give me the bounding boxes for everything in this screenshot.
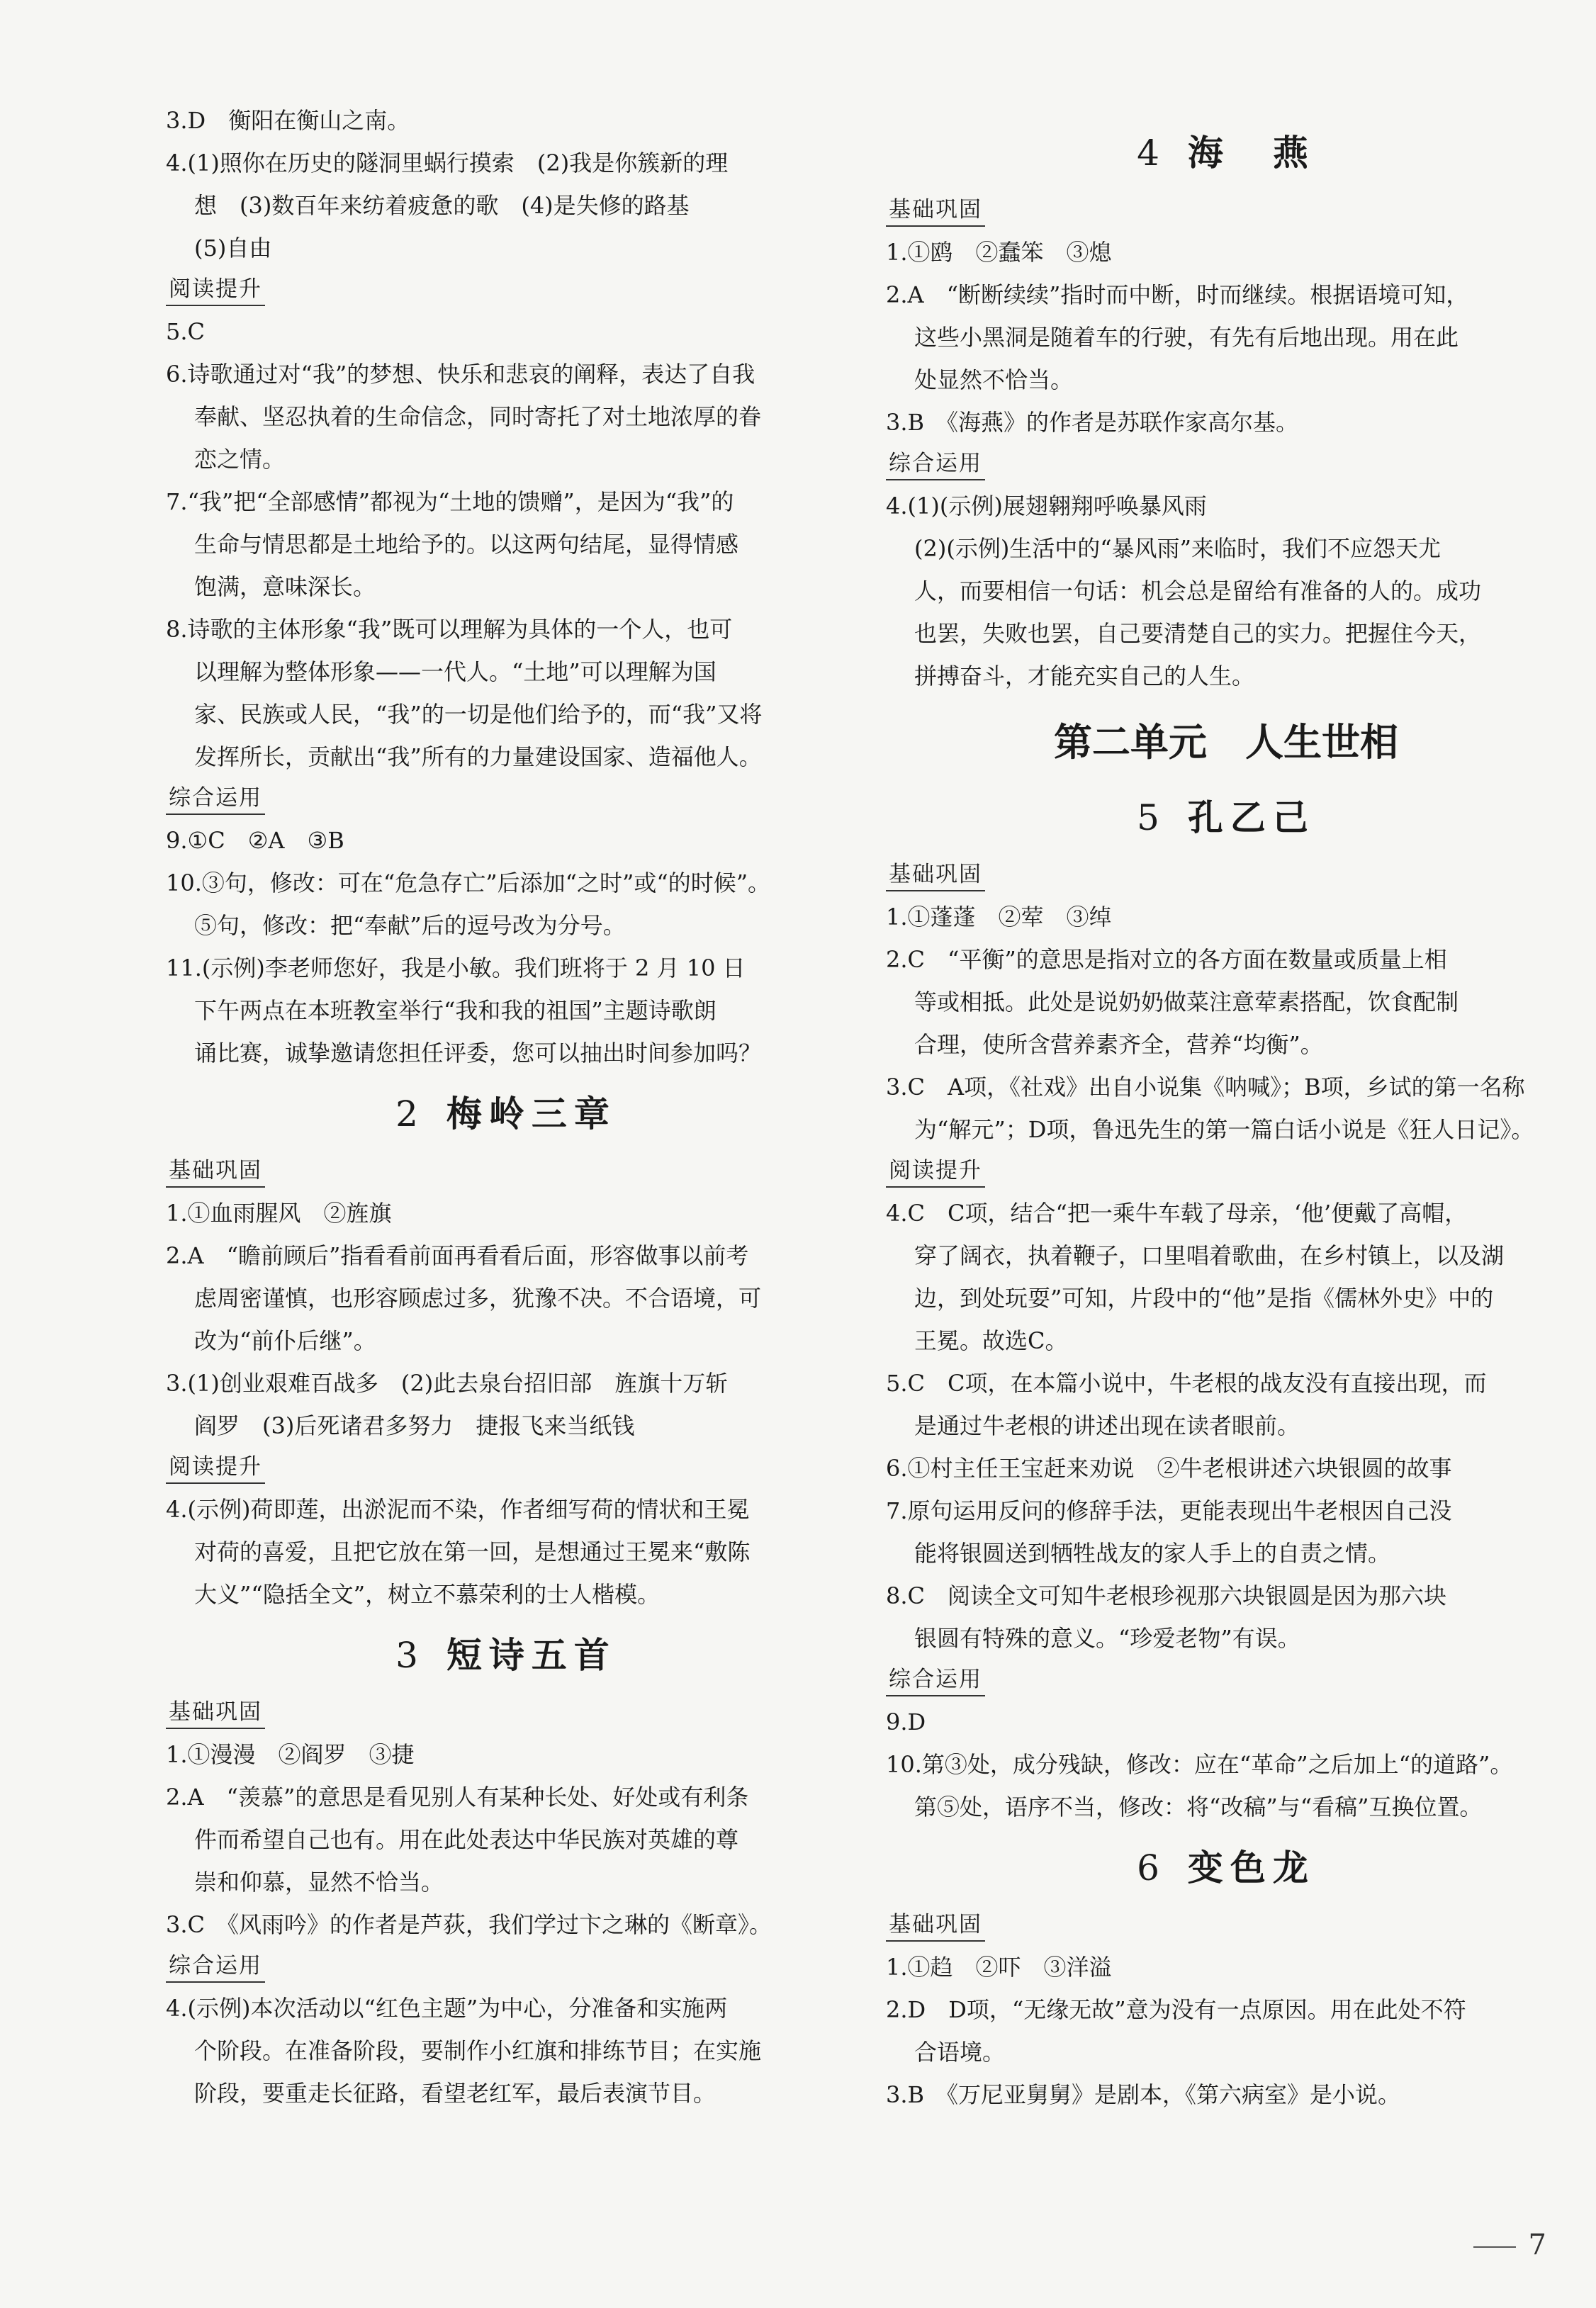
- answer-line: 6.诗歌通过对“我”的梦想、快乐和悲哀的阐释，表达了自我: [166, 361, 755, 388]
- answer-line: 是通过牛老根的讲述出现在读者眼前。: [914, 1412, 1300, 1439]
- page-number-value: 7: [1528, 2229, 1546, 2261]
- lesson-number: 5: [1137, 797, 1167, 838]
- answer-line: 3.C 《风雨吟》的作者是芦荻，我们学过卞之琳的《断章》。: [166, 1911, 772, 1938]
- lesson-name: 海 燕: [1187, 133, 1315, 174]
- answer-line: 家、民族或人民，“我”的一切是他们给予的，而“我”又将: [194, 701, 763, 728]
- answer-line: 阎罗 (3)后死诸君多努力 捷报飞来当纸钱: [194, 1412, 635, 1439]
- answer-line: 7.原句运用反问的修辞手法，更能表现出牛老根因自己没: [886, 1497, 1452, 1524]
- answer-line: 9.D: [886, 1709, 926, 1735]
- answer-line: 11.(示例)李老师您好，我是小敏。我们班将于 2 月 10 日: [166, 955, 746, 981]
- answer-line: 发挥所长，贡献出“我”所有的力量建设国家、造福他人。: [194, 743, 762, 770]
- answer-line: 以理解为整体形象——一代人。“土地”可以理解为国: [194, 658, 716, 685]
- answer-line: 件而希望自己也有。用在此处表达中华民族对英雄的尊: [194, 1826, 739, 1853]
- answer-line: 8.C 阅读全文可知牛老根珍视那六块银圆是因为那六块: [886, 1582, 1447, 1609]
- lesson-title: [886, 1835, 1566, 1901]
- comprehensive-answers: [166, 819, 846, 1074]
- answer-line: 5.C C项，在本篇小说中，牛老根的战友没有直接出现，而: [886, 1370, 1487, 1397]
- answer-line: 阶段，要重走长征路，看望老红军，最后表演节目。: [194, 2080, 716, 2107]
- lesson-number: 4: [1137, 133, 1167, 174]
- answer-line: 合语境。: [914, 2039, 1006, 2066]
- page-number-dash: [1473, 2246, 1516, 2248]
- answer-line: 3.B 《万尼亚舅舅》是剧本，《第六病室》是小说。: [886, 2081, 1401, 2108]
- comprehensive-answers: [886, 1701, 1566, 1828]
- answer-line: 个阶段。在准备阶段，要制作小红旗和排练节目；在实施: [194, 2037, 762, 2064]
- page-number: [1473, 2229, 1546, 2261]
- answer-line: ⑤句，修改：把“奉献”后的逗号改为分号。: [194, 912, 626, 939]
- comprehensive-answers: [166, 1987, 846, 2115]
- answer-line: 4.(示例)荷即莲，出淤泥而不染，作者细写荷的情状和王冕: [166, 1496, 750, 1523]
- lesson-title: [886, 120, 1566, 186]
- lesson-title: [886, 785, 1566, 850]
- answer-line: 7.“我”把“全部感情”都视为“土地的馈赠”，是因为“我”的: [166, 488, 734, 515]
- answer-line: 饱满，意味深长。: [194, 573, 376, 600]
- section-heading-basic: 基础巩固: [166, 1696, 265, 1729]
- answer-line: 崇和仰慕，显然不恰当。: [194, 1869, 444, 1896]
- basic-answers: [886, 1946, 1566, 2116]
- section-heading-reading: 阅读提升: [886, 1155, 985, 1188]
- answer-line: 能将银圆送到牺牲战友的家人手上的自责之情。: [914, 1540, 1391, 1567]
- answer-line: 改为“前仆后继”。: [194, 1327, 376, 1354]
- answer-line: 2.C “平衡”的意思是指对立的各方面在数量或质量上相: [886, 946, 1447, 973]
- answer-line: 4.(1)照你在历史的隧洞里蜗行摸索 (2)我是你簇新的理: [166, 150, 729, 176]
- section-heading-basic: 基础巩固: [886, 1909, 985, 1942]
- answer-line: 2.A “断断续续”指时而中断，时而继续。根据语境可知，: [886, 281, 1469, 308]
- answer-line: 为“解元”；D项，鲁迅先生的第一篇白话小说是《狂人日记》。: [914, 1116, 1534, 1143]
- answer-line: 虑周密谨慎，也形容顾虑过多，犹豫不决。不合语境，可: [194, 1285, 762, 1312]
- answer-line: 10.第③处，成分残缺，修改：应在“革命”之后加上“的道路”。: [886, 1751, 1513, 1778]
- basic-answers: [166, 1733, 846, 1946]
- answer-line: 5.C: [166, 318, 206, 345]
- answer-line: 1.①蓬蓬 ②荤 ③绰: [886, 904, 1112, 930]
- answer-line: 3.D 衡阳在衡山之南。: [166, 107, 410, 134]
- basic-answers: [886, 896, 1566, 1151]
- section-heading-basic: 基础巩固: [166, 1155, 265, 1188]
- section-heading-basic: 基础巩固: [886, 859, 985, 891]
- answer-line: 穿了阔衣，执着鞭子，口里唱着歌曲，在乡村镇上，以及湖: [914, 1242, 1505, 1269]
- answer-line: 大义”“隐括全文”，树立不慕荣利的士人楷模。: [194, 1581, 661, 1608]
- unit-title: 第二单元 人生世相: [1054, 720, 1398, 765]
- lesson-title: [166, 1623, 846, 1688]
- answer-line: 合理，使所含营养素齐全，营养“均衡”。: [914, 1031, 1323, 1058]
- left-column: [166, 99, 846, 2115]
- answer-line: 第⑤处，语序不当，修改：将“改稿”与“看稿”互换位置。: [914, 1794, 1483, 1820]
- section-heading-basic: 基础巩固: [886, 194, 985, 227]
- answer-line: 4.(1)(示例)展翅翱翔呼唤暴风雨: [886, 492, 1207, 519]
- lesson-name: 梅岭三章: [446, 1093, 617, 1135]
- reading-answers: [886, 1192, 1566, 1660]
- answer-line: 2.A “羡慕”的意思是看见别人有某种长处、好处或有利条: [166, 1784, 749, 1811]
- answer-line: 3.(1)创业艰难百战多 (2)此去泉台招旧部 旌旗十万斩: [166, 1370, 729, 1397]
- answer-line: 6.①村主任王宝赶来劝说 ②牛老根讲述六块银圆的故事: [886, 1455, 1452, 1482]
- basic-answers: [166, 1192, 846, 1447]
- answer-line: 1.①漫漫 ②阎罗 ③捷: [166, 1741, 415, 1768]
- answer-line: 3.B 《海燕》的作者是苏联作家高尔基。: [886, 409, 1299, 436]
- lesson-name: 短诗五首: [446, 1635, 617, 1676]
- answer-line: 4.C C项，结合“把一乘牛车载了母亲，‘他’便戴了高帽，: [886, 1200, 1468, 1227]
- answer-line: 拼搏奋斗，才能充实自己的人生。: [914, 663, 1255, 689]
- answer-line: 边，到处玩耍”可知，片段中的“他”是指《儒林外史》中的: [914, 1285, 1494, 1312]
- reading-answers: [166, 310, 846, 778]
- answer-line: 人，而要相信一句话：机会总是留给有准备的人的。成功: [914, 578, 1482, 604]
- answer-line: 处显然不恰当。: [914, 366, 1074, 393]
- answer-line: (2)(示例)生活中的“暴风雨”来临时，我们不应怨天尤: [914, 535, 1442, 562]
- section-heading-comprehensive: 综合运用: [166, 782, 265, 815]
- answer-line: 9.①C ②A ③B: [166, 827, 344, 854]
- answer-line: 8.诗歌的主体形象“我”既可以理解为具体的一个人，也可: [166, 616, 733, 643]
- answer-line: 对荷的喜爱，且把它放在第一回，是想通过王冕来“敷陈: [194, 1538, 751, 1565]
- section-heading-comprehensive: 综合运用: [166, 1950, 265, 1983]
- answer-line: (5)自由: [194, 235, 272, 261]
- section-heading-reading: 阅读提升: [166, 1451, 265, 1484]
- right-column: [886, 120, 1566, 2116]
- answer-line: 诵比赛，诚挚邀请您担任评委，您可以抽出时间参加吗？: [194, 1040, 762, 1066]
- lesson-number: 2: [395, 1093, 425, 1135]
- answer-line: 4.(示例)本次活动以“红色主题”为中心，分准备和实施两: [166, 1995, 728, 2022]
- answer-line: 奉献、坚忍执着的生命信念，同时寄托了对土地浓厚的眷: [194, 403, 762, 430]
- lesson-name: 孔乙己: [1187, 797, 1315, 838]
- answer-line: 想 (3)数百年来纺着疲惫的歌 (4)是失修的路基: [194, 192, 690, 219]
- answer-line: 生命与情思都是土地给予的。以这两句结尾，显得情感: [194, 531, 739, 558]
- reading-answers: [166, 1488, 846, 1616]
- top-answers: [166, 99, 846, 269]
- answer-line: 恋之情。: [194, 446, 286, 473]
- answer-line: 10.③句，修改：可在“危急存亡”后添加“之时”或“的时候”。: [166, 869, 771, 896]
- answer-line: 1.①鸥 ②蠢笨 ③熄: [886, 239, 1112, 266]
- answer-line: 2.A “瞻前顾后”指看看前面再看看后面，形容做事以前考: [166, 1242, 749, 1269]
- answer-line: 1.①趋 ②吓 ③洋溢: [886, 1954, 1112, 1981]
- answer-line: 3.C A项，《社戏》出自小说集《呐喊》；B项，乡试的第一名称: [886, 1074, 1525, 1100]
- section-heading-comprehensive: 综合运用: [886, 1664, 985, 1696]
- lesson-title: [166, 1081, 846, 1147]
- answer-line: 银圆有特殊的意义。“珍爱老物”有误。: [914, 1625, 1300, 1652]
- answer-line: 1.①血雨腥风 ②旌旗: [166, 1200, 392, 1227]
- answer-line: 也罢，失败也罢，自己要清楚自己的实力。把握住今天，: [914, 620, 1482, 647]
- comprehensive-answers: [886, 485, 1566, 697]
- lesson-number: 6: [1137, 1847, 1167, 1888]
- answer-line: 下午两点在本班教室举行“我和我的祖国”主题诗歌朗: [194, 997, 716, 1024]
- section-heading-comprehensive: 综合运用: [886, 448, 985, 480]
- answer-line: 王冕。故选C。: [914, 1327, 1068, 1354]
- answer-line: 2.D D项，“无缘无故”意为没有一点原因。用在此处不符: [886, 1996, 1466, 2023]
- lesson-number: 3: [395, 1635, 425, 1676]
- answer-line: 这些小黑洞是随着车的行驶，有先有后地出现。用在此: [914, 324, 1459, 351]
- basic-answers: [886, 231, 1566, 444]
- answer-line: 等或相抵。此处是说奶奶做菜注意荤素搭配，饮食配制: [914, 989, 1459, 1015]
- section-heading-reading: 阅读提升: [166, 274, 265, 306]
- lesson-name: 变色龙: [1187, 1847, 1315, 1888]
